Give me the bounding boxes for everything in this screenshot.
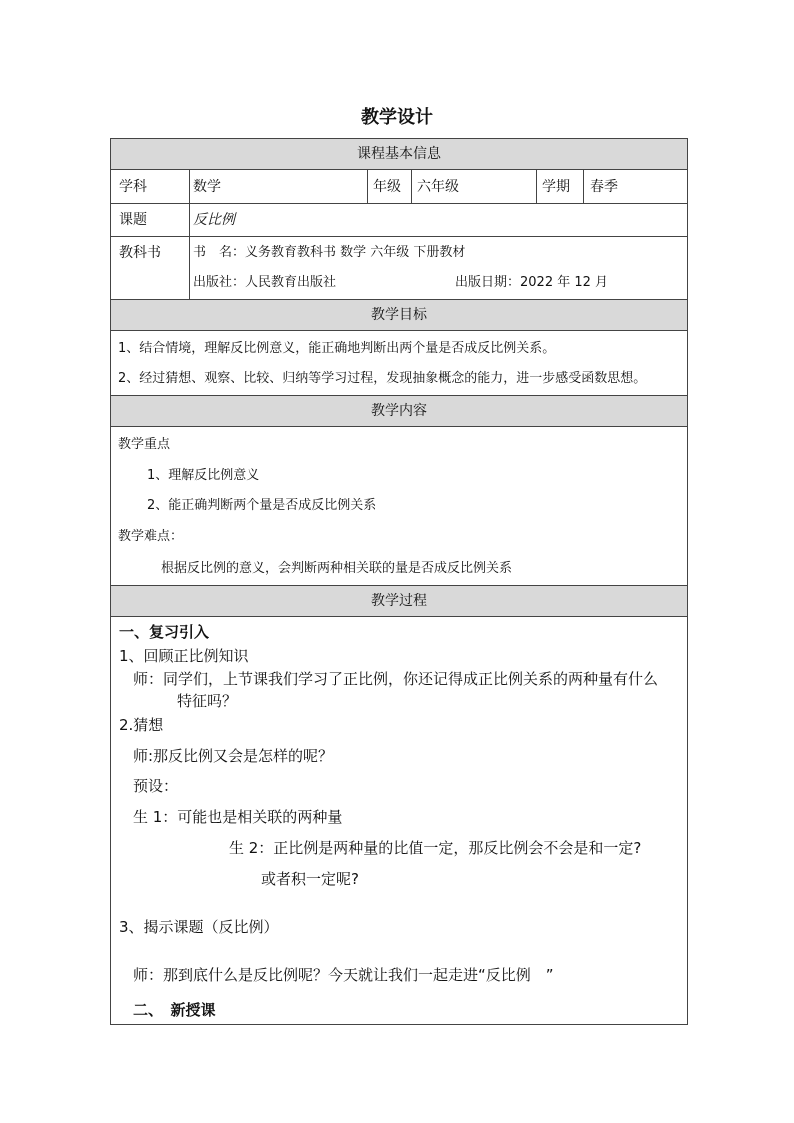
topic-value: 反比例	[193, 212, 235, 228]
subject-value: 数学	[193, 179, 221, 195]
pubdate-label: 出版日期：	[455, 275, 521, 290]
subject-label: 学科	[119, 179, 147, 195]
pubdate-line	[455, 273, 608, 293]
publisher-label: 出版社：	[193, 275, 246, 290]
lesson-table	[110, 138, 688, 1025]
part1-title: 一、复习引入	[119, 623, 210, 641]
part2-title: 二、 新授课	[133, 1001, 216, 1019]
preset-label: 预设：	[133, 777, 179, 795]
book-name-value: 义务教育教科书 数学 六年级 下册教材	[245, 245, 466, 260]
step-2: 2.猜想	[119, 716, 164, 734]
difficulty-label: 教学难点：	[118, 529, 184, 544]
teacher-line-1b: 特征吗？	[177, 692, 238, 710]
key-point-1: 1、理解反比例意义	[147, 468, 260, 483]
student-1: 生 1：可能也是相关联的两种量	[133, 808, 343, 826]
step-3: 3、揭示课题（反比例）	[119, 918, 279, 936]
section-header-basic-info: 课程基本信息	[111, 139, 687, 170]
term-label: 学期	[542, 179, 570, 195]
teacher-line-1a: 师：同学们，上节课我们学习了正比例，你还记得成正比例关系的两种量有什么	[133, 670, 659, 688]
row-divider	[111, 236, 687, 237]
student-2a: 生 2：正比例是两种量的比值一定，那反比例会不会是和一定?	[229, 839, 642, 857]
term-value: 春季	[590, 179, 618, 195]
objective-2: 2、经过猜想、观察、比较、归纳等学习过程，发现抽象概念的能力，进一步感受函数思想。	[118, 371, 647, 386]
book-name-line	[193, 243, 465, 263]
step-1: 1、回顾正比例知识	[119, 647, 249, 665]
book-name-label: 书 名：	[193, 245, 246, 260]
teacher-line-3: 师：那到底什么是反比例呢？今天就让我们一起走进“反比例 ”	[133, 966, 554, 984]
col-divider	[536, 170, 537, 203]
key-points-label: 教学重点	[118, 437, 171, 452]
row-divider	[111, 203, 687, 204]
student-2b: 或者积一定呢?	[261, 870, 359, 888]
col-divider	[411, 170, 412, 203]
section-header-process: 教学过程	[111, 585, 687, 617]
objective-1: 1、结合情境，理解反比例意义，能正确地判断出两个量是否成反比例关系。	[118, 341, 556, 356]
grade-label: 年级	[373, 179, 401, 195]
topic-label: 课题	[119, 212, 147, 228]
col-divider	[367, 170, 368, 203]
grade-value: 六年级	[417, 179, 459, 195]
section-header-content: 教学内容	[111, 395, 687, 427]
section-header-objectives: 教学目标	[111, 299, 687, 331]
pubdate-value: 2022 年 12 月	[520, 275, 609, 290]
publisher-line	[193, 273, 336, 293]
teacher-line-2: 师:那反比例又会是怎样的呢？	[133, 747, 334, 765]
col-divider	[583, 170, 584, 203]
difficulty-text: 根据反比例的意义，会判断两种相关联的量是否成反比例关系	[161, 561, 513, 576]
publisher-value: 人民教育出版社	[245, 275, 337, 290]
key-point-2: 2、能正确判断两个量是否成反比例关系	[147, 498, 377, 513]
textbook-label: 教科书	[119, 245, 161, 261]
col-divider	[189, 170, 190, 299]
document-title: 教学设计	[361, 107, 433, 128]
